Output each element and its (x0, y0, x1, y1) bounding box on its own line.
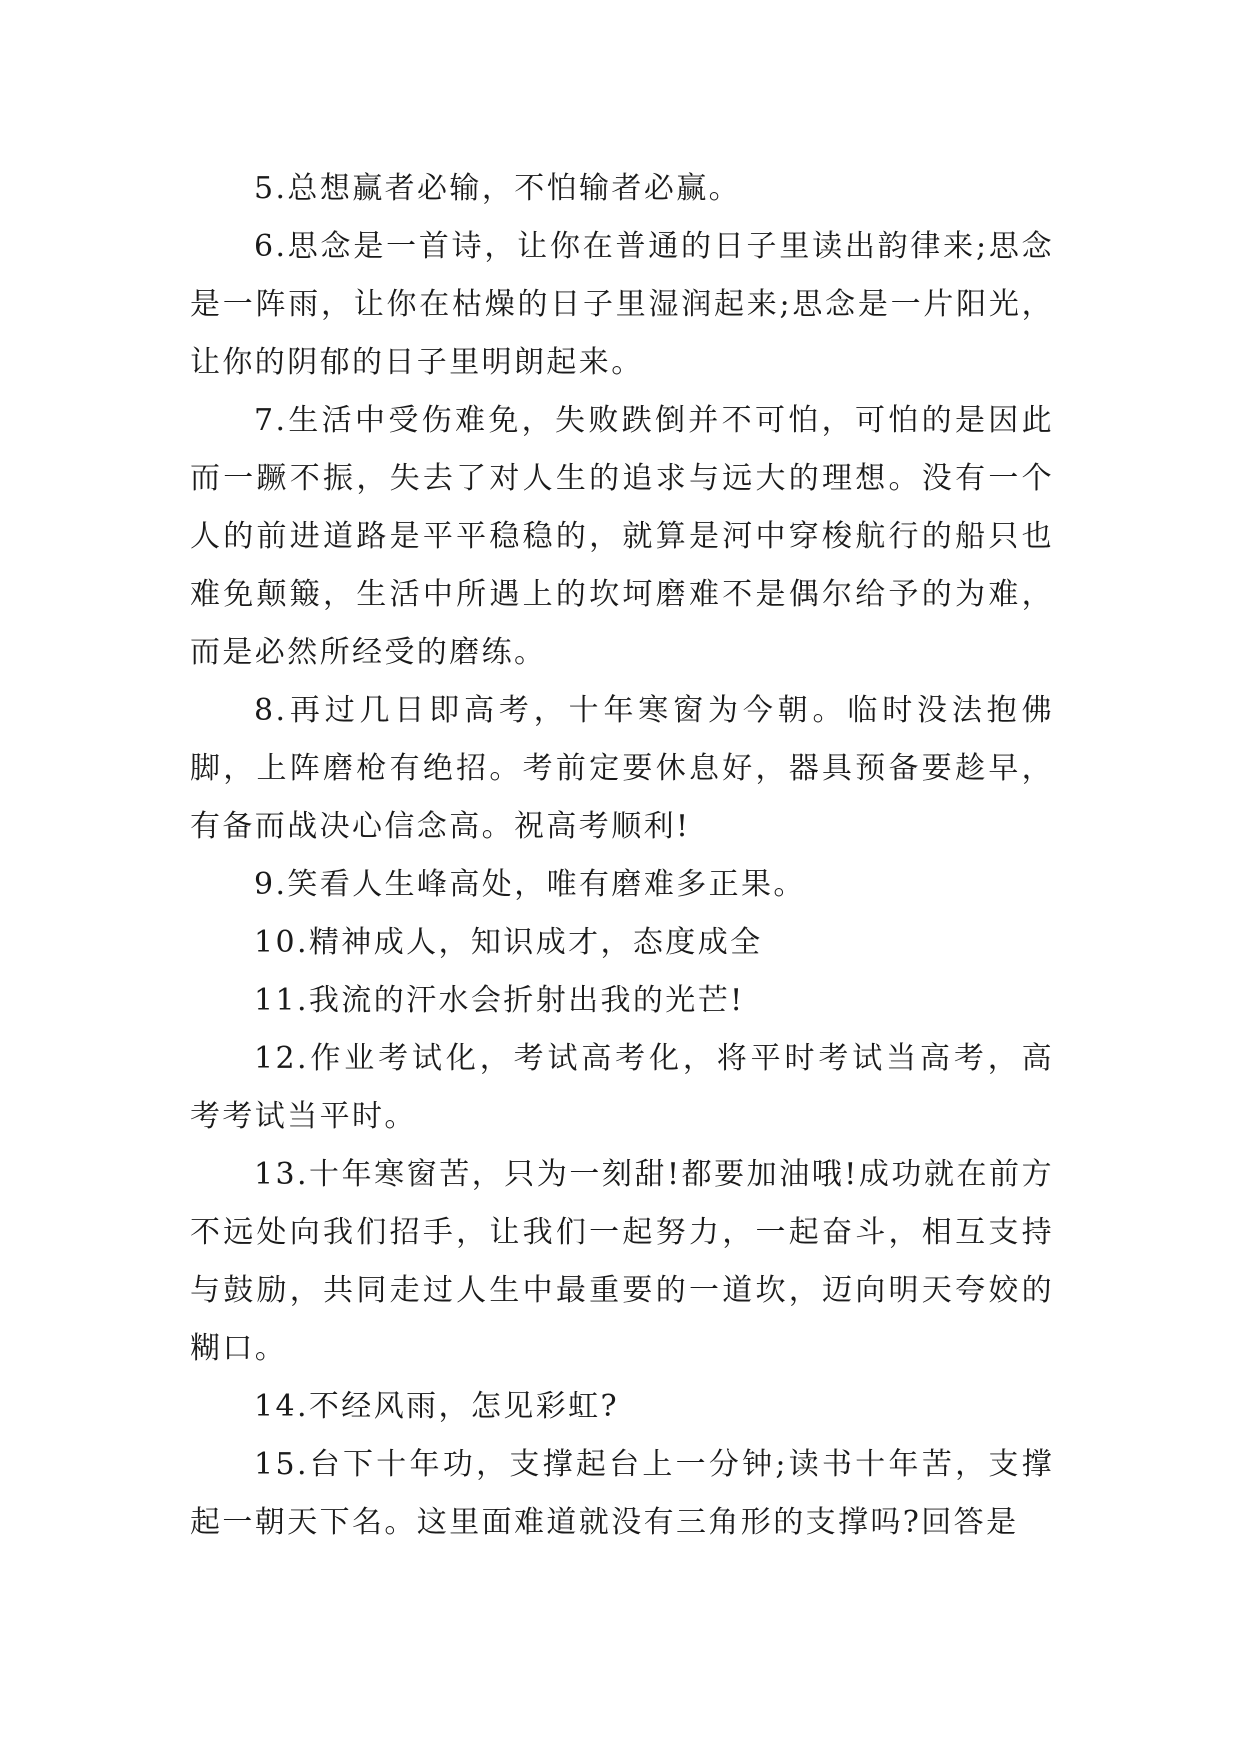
document-page (190, 160, 1054, 1552)
paragraph-7: 7.生活中受伤难免，失败跌倒并不可怕，可怕的是因此而一蹶不振，失去了对人生的追求与远大的理想。没有一个人的前进道路是平平稳稳的，就算是河中穿梭航行的船只也难免颠簸，生活中所遇上的坎坷磨难不是偶尔给予的为难，而是必然所经受的磨练。 (190, 403, 1054, 670)
paragraph-14: 14.不经风雨，怎见彩虹? (254, 1389, 619, 1424)
paragraph-6: 6.思念是一首诗，让你在普通的日子里读出韵律来;思念是一阵雨，让你在枯燥的日子里湿润起来;思念是一片阳光，让你的阴郁的日子里明朗起来。 (190, 229, 1054, 380)
paragraph-13: 13.十年寒窗苦，只为一刻甜!都要加油哦!成功就在前方不远处向我们招手，让我们一起努力，一起奋斗，相互支持与鼓励，共同走过人生中最重要的一道坎，迈向明天夸姣的糊口。 (190, 1157, 1054, 1366)
paragraph-5: 5.总想赢者必输，不怕输者必赢。 (254, 171, 742, 206)
paragraph-12: 12.作业考试化，考试高考化，将平时考试当高考，高考考试当平时。 (190, 1041, 1054, 1134)
paragraph-11: 11.我流的汗水会折射出我的光芒! (254, 983, 745, 1018)
paragraph-8: 8.再过几日即高考，十年寒窗为今朝。临时没法抱佛脚，上阵磨枪有绝招。考前定要休息好，器具预备要趁早，有备而战决心信念高。祝高考顺利! (190, 693, 1054, 844)
paragraph-15: 15.台下十年功，支撑起台上一分钟;读书十年苦，支撑起一朝天下名。这里面难道就没有三角形的支撑吗?回答是 (190, 1447, 1054, 1540)
paragraph-10: 10.精神成人，知识成才，态度成全 (254, 925, 763, 960)
paragraph-9: 9.笑看人生峰高处，唯有磨难多正果。 (254, 867, 806, 902)
